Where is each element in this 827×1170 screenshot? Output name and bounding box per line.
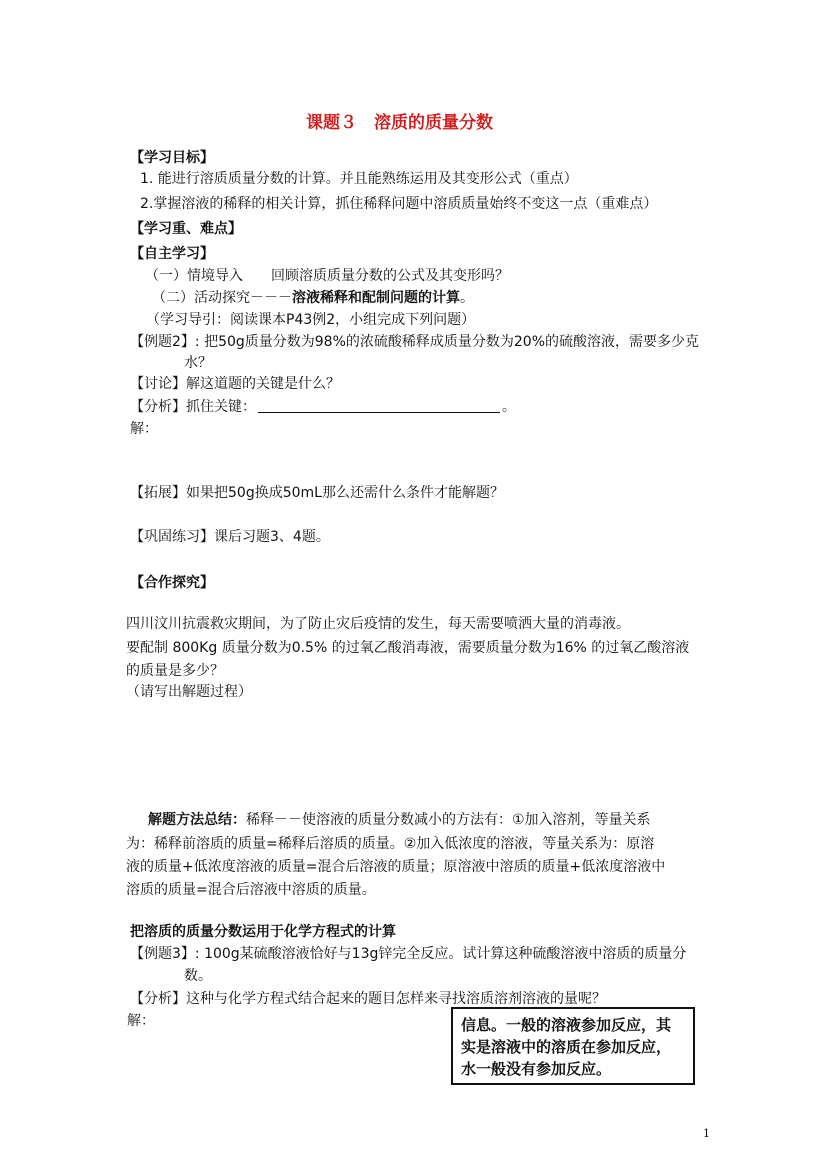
analysis-suffix: 。	[502, 399, 516, 415]
method-label: 解题方法总结：	[148, 812, 246, 828]
self-study-item-2-suffix: 。	[460, 290, 474, 306]
example-3-line-1: 【例题3】: 100g某硫酸溶液恰好与13g锌完全反应。试计算这种硫酸溶液中溶质的质量分	[130, 946, 687, 962]
goal-1: 1. 能进行溶质质量分数的计算。并且能熟练运用及其变形公式（重点）	[140, 171, 578, 187]
self-study-item-2-topic: 溶液稀释和配制问题的计算	[292, 290, 460, 306]
page-title: 课题３ 溶质的质量分数	[306, 113, 493, 133]
page-number: 1	[703, 1127, 710, 1140]
answer-blank[interactable]	[258, 398, 500, 413]
method-line-2: 为：稀释前溶质的质量=稀释后溶质的质量。②加入低浓度的溶液，等量关系为：原溶	[126, 836, 655, 852]
info-box: 信息。一般的溶液参加反应，其实是溶液中的溶质在参加反应，水一般没有参加反应。	[451, 1007, 695, 1085]
coop-line-1: 四川汶川抗震救灾期间，为了防止灾后疫情的发生，每天需要喷洒大量的消毒液。	[126, 616, 630, 632]
analysis-2: 【分析】这种与化学方程式结合起来的题目怎样来寻找溶质溶剂溶液的量呢？	[130, 991, 606, 1007]
example-2-line-2: 水？	[184, 355, 212, 371]
section-key-points: 【学习重、难点】	[130, 221, 242, 237]
self-study-item-1: （一）情境导入 回顾溶质质量分数的公式及其变形吗？	[145, 268, 509, 284]
example-3-line-2: 数。	[184, 968, 212, 984]
analysis-prefix: 【分析】抓住关键：	[130, 399, 256, 415]
discussion: 【讨论】解这道题的关键是什么？	[130, 376, 340, 392]
analysis-line	[130, 397, 516, 417]
section-cooperation: 【合作探究】	[130, 575, 214, 591]
solution-label-2: 解：	[127, 1013, 155, 1029]
practice: 【巩固练习】课后习题3、4题。	[130, 529, 330, 545]
self-study-item-2	[152, 288, 474, 308]
example-2-line-1: 【例题2】: 把50g质量分数为98%的浓硫酸稀释成质量分数为20%的硫酸溶液，需要多少克	[130, 334, 700, 350]
goal-2: 2.掌握溶液的稀释的相关计算，抓住稀释问题中溶质质量始终不变这一点（重难点）	[140, 196, 658, 212]
section-self-study: 【自主学习】	[130, 246, 214, 262]
study-guide: （学习导引：阅读课本P43例2，小组完成下列问题）	[146, 312, 476, 328]
method-line-1	[148, 810, 651, 830]
method-line-3: 液的质量+低浓度溶液的质量=混合后溶液的质量；原溶液中溶质的质量+低浓度溶液中	[126, 859, 666, 875]
solution-label: 解：	[130, 421, 158, 437]
coop-line-4: （请写出解题过程）	[126, 684, 252, 700]
section-equation-calculation: 把溶质的质量分数运用于化学方程式的计算	[130, 924, 396, 940]
self-study-item-2-prefix: （二）活动探究－－－	[152, 290, 292, 306]
method-text-1: 稀释－－使溶液的质量分数减小的方法有：①加入溶剂，等量关系	[246, 812, 651, 828]
coop-line-3: 的质量是多少？	[126, 663, 224, 679]
coop-line-2: 要配制 800Kg 质量分数为0.5% 的过氧乙酸消毒液，需要质量分数为16% 的过氧乙酸溶液	[126, 640, 690, 656]
extension: 【拓展】如果把50g换成50mL那么还需什么条件才能解题？	[130, 485, 504, 501]
method-line-4: 溶质的质量=混合后溶液中溶质的质量。	[126, 882, 376, 898]
section-goals: 【学习目标】	[130, 150, 214, 166]
